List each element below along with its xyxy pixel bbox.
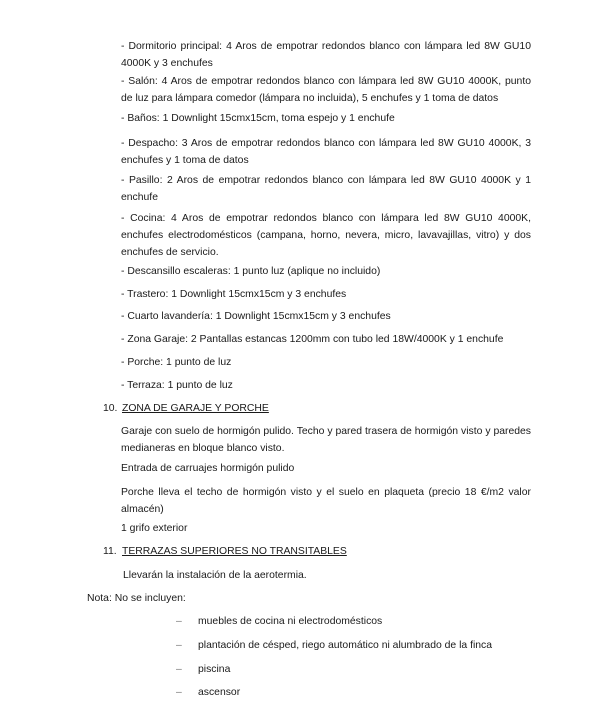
- note-label: Nota: No se incluyen:: [87, 593, 186, 604]
- list-item: - Zona Garaje: 2 Pantallas estancas 1200mm con tubo led 18W/4000K y 1 enchufe: [121, 334, 504, 345]
- note-item: [176, 613, 382, 630]
- list-item: - Descansillo escaleras: 1 punto luz (aplique no incluido): [121, 266, 381, 277]
- list-item: - Despacho: 3 Aros de empotrar redondos blanco con lámpara led 8W GU10 4000K, 3 enchufes y 1 toma de datos: [121, 138, 531, 166]
- section-number: 11.: [103, 546, 117, 557]
- list-item: - Dormitorio principal: 4 Aros de empotrar redondos blanco con lámpara led 8W GU10 4000K y 3 enchufes: [121, 41, 531, 69]
- note-item: [176, 661, 230, 678]
- note-item-text: plantación de césped, riego automático ni alumbrado de la finca: [198, 640, 493, 651]
- note-item: [176, 637, 492, 654]
- note-item-text: piscina: [198, 664, 231, 675]
- paragraph: Llevarán la instalación de la aerotermia.: [123, 570, 307, 581]
- list-item: - Salón: 4 Aros de empotrar redondos blanco con lámpara led 8W GU10 4000K, punto de luz para lámpara comedor (lámpara no incluida), 5 enchufes y 1 toma de datos: [121, 76, 531, 104]
- list-item: - Trastero: 1 Downlight 15cmx15cm y 3 enchufes: [121, 289, 347, 300]
- dash-icon: –: [176, 687, 182, 698]
- list-item: - Terraza: 1 punto de luz: [121, 380, 233, 391]
- dash-icon: –: [176, 664, 182, 675]
- section-number: 10.: [103, 403, 118, 414]
- paragraph: 1 grifo exterior: [121, 523, 188, 534]
- list-item: - Cuarto lavandería: 1 Downlight 15cmx15cm y 3 enchufes: [121, 311, 391, 322]
- list-item: - Cocina: 4 Aros de empotrar redondos blanco con lámpara led 8W GU10 4000K, enchufes electrodomésticos (campana, horno, nevera, micro, lavavajillas, vitro) y dos enchufes de servicio.: [121, 213, 531, 258]
- list-item: - Pasillo: 2 Aros de empotrar redondos blanco con lámpara led 8W GU10 4000K y 1 enchufe: [121, 175, 531, 203]
- note-item: [176, 684, 240, 701]
- paragraph: Porche lleva el techo de hormigón visto y el suelo en plaqueta (precio 18 €/m2 valor almacén): [121, 487, 531, 515]
- section-title: TERRAZAS SUPERIORES NO TRANSITABLES: [122, 546, 347, 557]
- section-heading-11: [103, 543, 523, 560]
- dash-icon: –: [176, 616, 182, 627]
- dash-icon: –: [176, 640, 182, 651]
- section-title: ZONA DE GARAJE Y PORCHE: [122, 403, 269, 414]
- section-heading-10: [103, 400, 523, 417]
- paragraph: Garaje con suelo de hormigón pulido. Techo y pared trasera de hormigón visto y paredes medianeras en bloque blanco visto.: [121, 426, 531, 454]
- note-item-text: ascensor: [198, 687, 241, 698]
- note-item-text: muebles de cocina ni electrodomésticos: [198, 616, 383, 627]
- list-item: - Baños: 1 Downlight 15cmx15cm, toma espejo y 1 enchufe: [121, 113, 395, 124]
- paragraph: Entrada de carruajes hormigón pulido: [121, 463, 295, 474]
- list-item: - Porche: 1 punto de luz: [121, 357, 232, 368]
